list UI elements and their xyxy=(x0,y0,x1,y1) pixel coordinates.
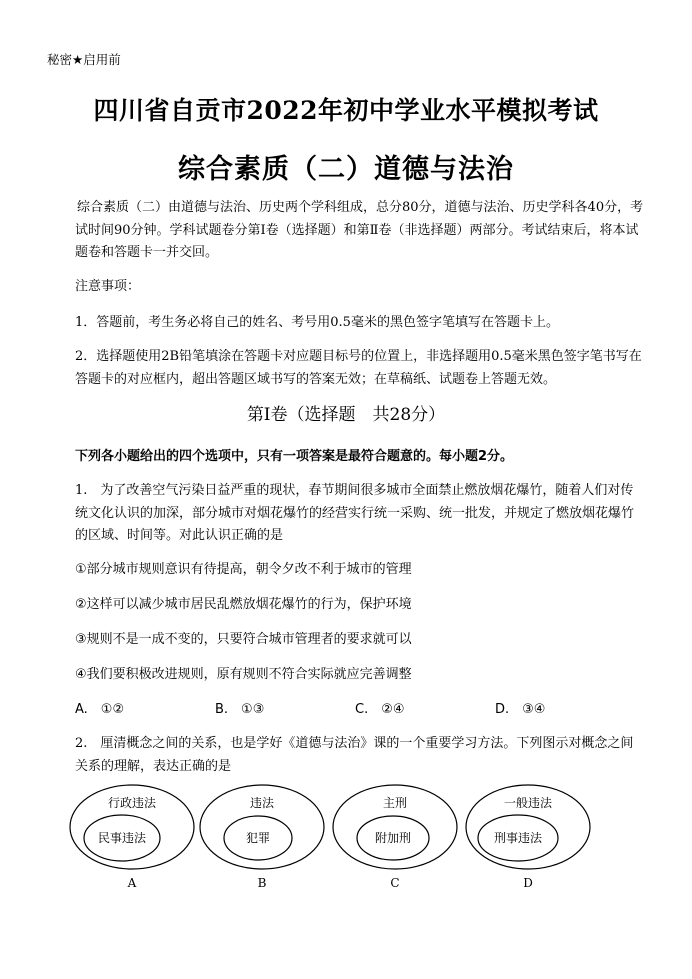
venn-b-letter: B xyxy=(257,876,267,890)
venn-diagram-b[interactable] xyxy=(200,785,324,890)
venn-a-inner-label: 民事违法 xyxy=(97,831,147,845)
note-item-1: 1．答题前，考生务必将自己的姓名、考号用0.5毫米的黑色签字笔填写在答题卡上。 xyxy=(75,315,559,330)
q1-choice-c[interactable]: C. ②④ xyxy=(355,702,405,717)
venn-diagram-d[interactable] xyxy=(466,785,590,890)
q1-statement-2: ②这样可以减少城市居民乱燃放烟花爆竹的行为，保护环境 xyxy=(75,597,412,612)
question-2-stem: 2. 厘清概念之间的关系，也是学好《道德与法治》课的一个重要学习方法。下列图示对概念之间关系的理解，表达正确的是 xyxy=(75,736,634,774)
confidential-mark: 秘密★启用前 xyxy=(47,52,121,67)
venn-a-outer-label: 行政违法 xyxy=(107,796,157,810)
q1-statement-1: ①部分城市规则意识有待提高，朝令夕改不利于城市的管理 xyxy=(75,562,412,577)
note-item-2: 2．选择题使用2B铅笔填涂在答题卡对应题目标号的位置上，非选择题用0.5毫米黑色签字笔书写在答题卡的对应框内，超出答题区域书写的答案无效；在草稿纸、试题卷上答题无效。 xyxy=(75,349,642,387)
section-title: 第Ⅰ卷（选择题 共28分） xyxy=(246,405,446,425)
venn-b-inner-label: 犯罪 xyxy=(245,831,271,845)
venn-c-outer-label: 主刑 xyxy=(382,796,408,810)
venn-diagrams xyxy=(0,780,692,900)
exam-subtitle: 综合素质（二）道德与法治 xyxy=(178,154,514,185)
venn-c-letter: C xyxy=(390,876,400,890)
q1-choice-d[interactable]: D. ③④ xyxy=(495,702,546,717)
venn-diagram-c[interactable] xyxy=(333,785,457,890)
q1-choice-a[interactable]: A. ①② xyxy=(75,702,125,717)
intro-paragraph: 综合素质（二）由道德与法治、历史两个学科组成，总分80分，道德与法治、历史学科各40分，考试时间90分钟。学科试题卷分第Ⅰ卷（选择题）和第Ⅱ卷（非选择题）两部分。考试结束后，将本试题卷和答题卡一并交回。 xyxy=(75,200,644,260)
notes-label: 注意事项： xyxy=(75,279,141,294)
q1-choice-b[interactable]: B. ①③ xyxy=(215,702,265,717)
venn-a-letter: A xyxy=(127,876,137,890)
section-instruction: 下列各小题给出的四个选项中，只有一项答案是最符合题意的。每小题2分。 xyxy=(75,449,514,464)
venn-d-outer-label: 一般违法 xyxy=(503,796,553,810)
venn-d-inner-label: 刑事违法 xyxy=(493,831,543,845)
exam-title: 四川省自贡市2022年初中学业水平模拟考试 xyxy=(93,96,599,125)
q1-statement-4: ④我们要积极改进规则，原有规则不符合实际就应完善调整 xyxy=(75,667,412,682)
question-1-stem: 1. 为了改善空气污染日益严重的现状，春节期间很多城市全面禁止燃放烟花爆竹，随着人们对传统文化认识的加深，部分城市对烟花爆竹的经营实行统一采购、统一批发，并规定了燃放烟花爆竹的区域、时间等。对此认识正确的是 xyxy=(75,483,635,543)
venn-b-outer-label: 违法 xyxy=(249,796,275,810)
venn-c-inner-label: 附加刑 xyxy=(374,831,412,845)
venn-diagram-a[interactable] xyxy=(70,785,194,890)
venn-d-letter: D xyxy=(523,876,533,890)
q1-statement-3: ③规则不是一成不变的，只要符合城市管理者的要求就可以 xyxy=(75,632,412,647)
